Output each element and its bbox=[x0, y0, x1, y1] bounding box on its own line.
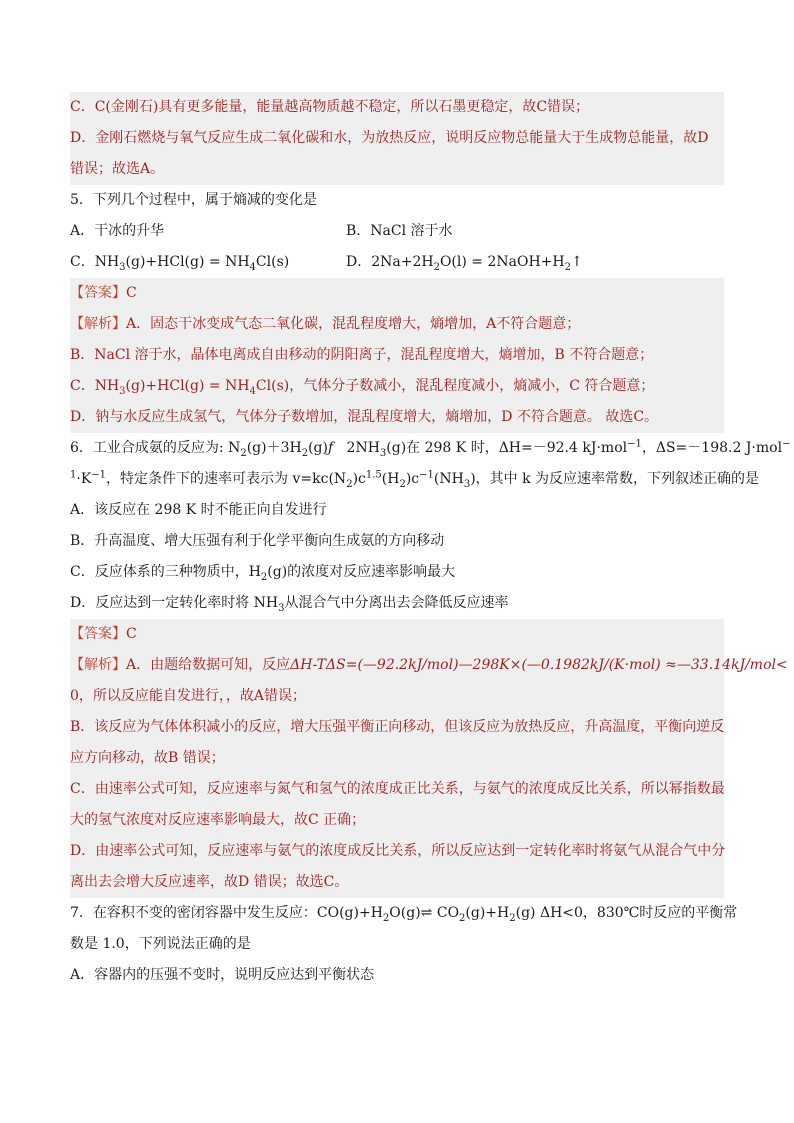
q5-option-d: D．$2Na+2H_2O(l)$ = $2NaOH+H_2↑$ bbox=[346, 254, 583, 273]
q6-option-a: A．该反应在 298 K 时不能正向自发进行 bbox=[70, 502, 327, 518]
q7-stem-line2: 数是 1.0，下列说法正确的是 bbox=[70, 936, 251, 952]
q5-answer-block bbox=[70, 278, 724, 433]
q6-answer: 【答案】C bbox=[70, 626, 137, 642]
q5-analysis-c: C．$NH_3(g)+HCl(g) = NH_4Cl(s)$，气体分子数减小，混乱程度减小，熵减小，C 符合题意； bbox=[70, 378, 655, 397]
q6-analysis-c2: 大的氢气浓度对反应速率影响最大，故C 正确； bbox=[70, 812, 366, 828]
q6-stem-line1: 6．工业合成氨的反应为: $N_2(g)+3H_2(g)ƒ$ $2NH_3(g)$在 298 K 时，ΔH=－92.4 kJ·mol$^{-1}$，ΔS=－198.2 J·mol− bbox=[70, 438, 791, 459]
q6-option-d: D．反应达到一定转化率时将 $NH_3$从混合气中分离出去会降低反应速率 bbox=[70, 595, 509, 614]
q7-option-a: A．容器内的压强不变时，说明反应达到平衡状态 bbox=[70, 967, 375, 983]
analysis-line-d: D．金刚石燃烧与氧气反应生成二氧化碳和水，为放热反应，说明反应物总能量大于生成物总能量，故D bbox=[70, 130, 709, 146]
q7-stem-line1: 7．在容积不变的密闭容器中发生反应：$CO(g)+H_2O(g)\rightleftharpoons$ $CO_2(g)+H_2(g)$ ΔH<0，830℃时反应的平衡常 bbox=[70, 905, 738, 924]
q6-analysis-a2: 0，所以反应能自发进行，，故A错误； bbox=[70, 688, 307, 704]
q5-options-cd bbox=[70, 247, 724, 278]
q6-option-b: B．升高温度、增大压强有利于化学平衡向生成氨的方向移动 bbox=[70, 533, 445, 549]
q5-analysis-d: D．钠与水反应生成氢气，气体分子数增加，混乱程度增大，熵增加，D 不符合题意。 故选C。 bbox=[70, 409, 659, 425]
analysis-line-c: C．C(金刚石)具有更多能量，能量越高物质越不稳定，所以石墨更稳定，故C错误； bbox=[70, 99, 590, 115]
q5-options-ab bbox=[70, 216, 724, 247]
q6-analysis-d1: D．由速率公式可知，反应速率与氨气的浓度成反比关系，所以反应达到一定转化率时将氨气从混合气中分 bbox=[70, 843, 726, 859]
q6-option-c: C．反应体系的三种物质中，$H_2(g)$的浓度对反应速率影响最大 bbox=[70, 564, 456, 583]
q6-stem-line2: $^1\cdot K^{-1}$，特定条件下的速率可表示为 $v=kc(N_2)c^{1.5}(H_2)c^{-1}(NH_3)$，其中 k 为反应速率常数，下列叙述正确的是 bbox=[70, 469, 760, 490]
q6-analysis-b2: 应方向移动，故B 错误； bbox=[70, 750, 225, 766]
equilibrium-arrow-icon: ⇌ bbox=[420, 905, 433, 921]
q5-option-c: C．$NH_3(g)+HCl(g) = NH_4Cl(s)$ bbox=[70, 254, 290, 273]
q5-stem: 5．下列几个过程中，属于熵减的变化是 bbox=[70, 192, 317, 208]
q6-analysis-d2: 离出去会增大反应速率，故D 错误；故选C。 bbox=[70, 874, 349, 890]
q5-answer: 【答案】C bbox=[70, 285, 137, 301]
q5-option-a: A．干冰的升华 bbox=[70, 223, 165, 239]
q5-option-b: B．NaCl 溶于水 bbox=[346, 223, 453, 239]
q5-analysis-a: 【解析】A．固态干冰变成气态二氧化碳，混乱程度增大，熵增加，A不符合题意； bbox=[70, 316, 581, 332]
prev-analysis-block bbox=[70, 92, 724, 185]
q6-analysis-c1: C．由速率公式可知，反应速率与氮气和氢气的浓度成正比关系，与氨气的浓度成反比关系，所以幂指数最 bbox=[70, 781, 725, 797]
q5-analysis-b: B．NaCl 溶于水，晶体电离成自由移动的阴阳离子，混乱程度增大，熵增加，B 不符合题意； bbox=[70, 347, 654, 363]
analysis-line-d-cont: 错误；故选A。 bbox=[70, 161, 165, 177]
q6-analysis-b1: B．该反应为气体体积减小的反应，增大压强平衡正向移动，但该反应为放热反应，升高温度，平衡向逆反 bbox=[70, 719, 725, 735]
q6-analysis-a1: 【解析】A．由题给数据可知，反应ΔH-TΔS=(—92.2kJ/mol)—298K×(—0.1982kJ/(K·mol) ≈—33.14kJ/mol< bbox=[70, 657, 788, 673]
q6-answer-block bbox=[70, 619, 788, 898]
document-page bbox=[70, 92, 791, 991]
